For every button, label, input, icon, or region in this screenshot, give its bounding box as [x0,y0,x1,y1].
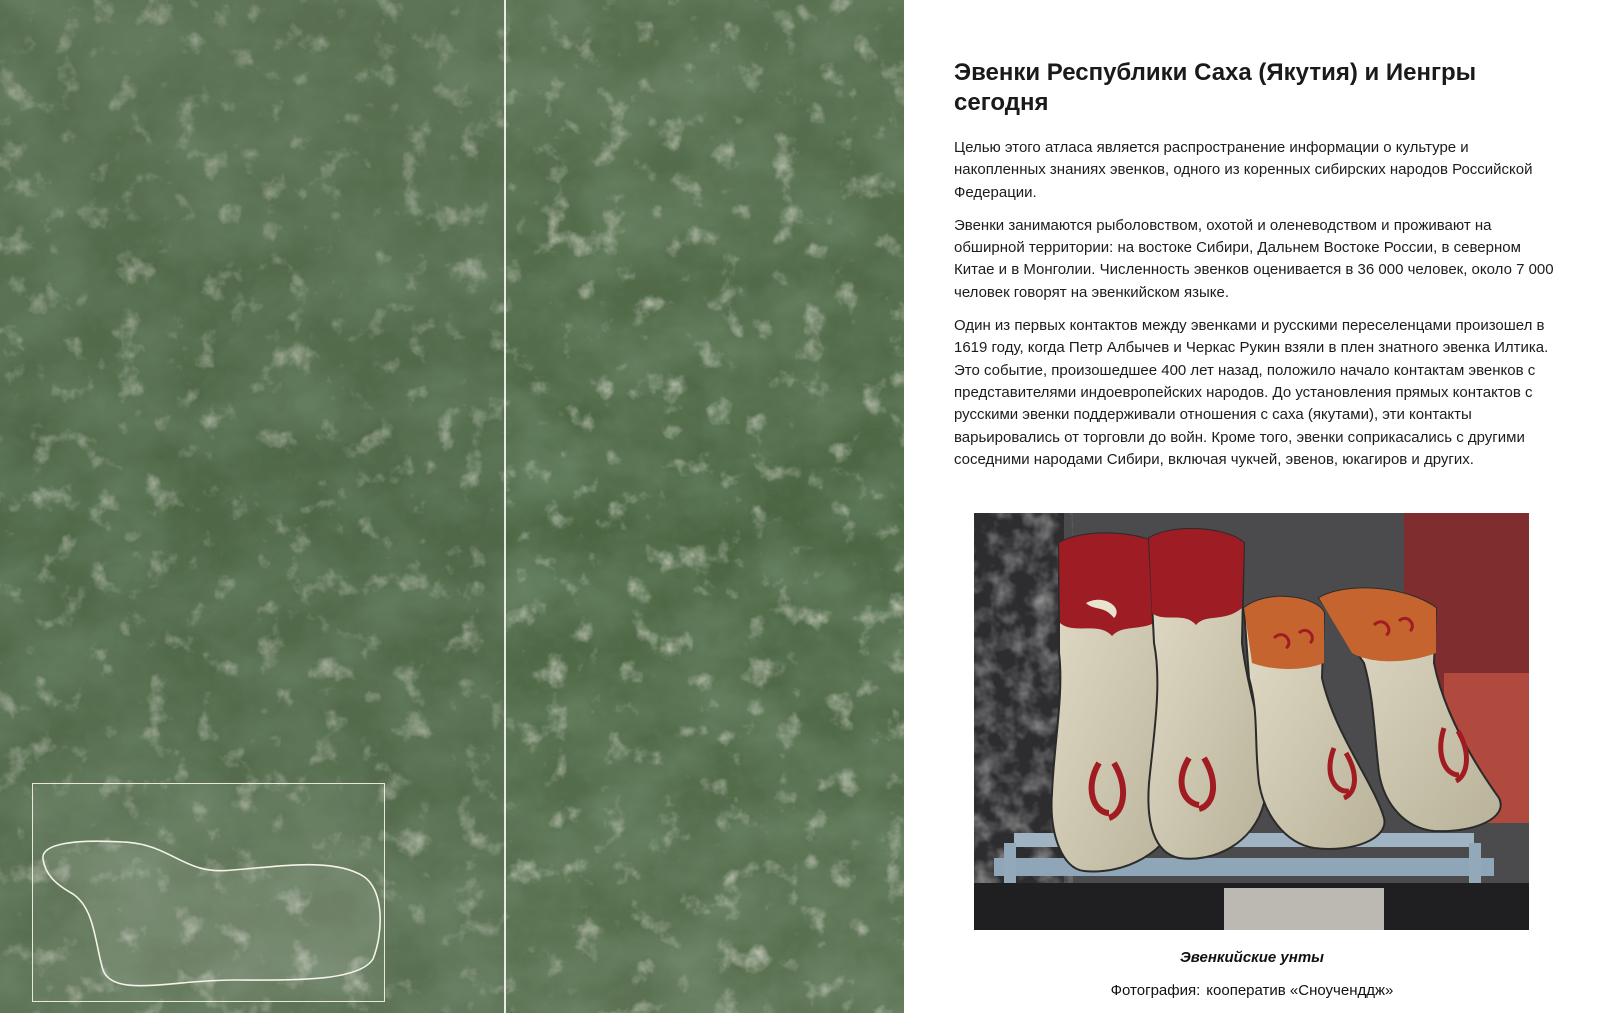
imagery-seam [504,0,506,1013]
photo-credit-value: кооператив «Сноученддж» [1206,982,1394,999]
study-area-frame[interactable] [32,783,385,1002]
story-panel [904,0,1600,1013]
evenki-boots-photo [974,513,1529,930]
story-title: Эвенки Республики Саха (Якутия) и Иенгры сегодня [954,59,1477,116]
boots-illustration [974,513,1529,930]
story-paragraph: Целью этого атласа является распространение информации о культуре и накопленных знаниях эвенков, одного из коренных сибирских народов Российской Федерации. [954,139,1533,201]
story-paragraph: Один из первых контактов между эвенками и русскими переселенцами произошел в 1619 году, когда Петр Албычев и Черкас Рукин взяли в плен знатного эвенка Илтика. Это событие, произошедшее 400 лет назад, положило начало контактам эвенков с представителями индоевропейских народов. До установления прямых контактов с русскими эвенки поддерживали отношения с саха (якутами), эти контакты варьировались от торговли до войн. Кроме того, эвенки соприкасались с другими соседними народами Сибири, включая чукчей, эвенов, юкагиров и других. [954,317,1549,468]
story-paragraph: Эвенки занимаются рыболовством, охотой и оленеводством и проживают на обширной территории: на востоке Сибири, Дальнем Востоке России, в северном Китае и в Монголии. Численность эвенков оценивается в 36 000 человек, около 7 000 человек говорят на эвенкийском языке. [954,216,1554,301]
photo-caption: Эвенкийские унты [1180,949,1324,966]
study-area-outline [33,784,386,1003]
photo-credit [904,982,1600,999]
photo-credit-label: Фотография: [1110,982,1201,999]
story-body [954,137,1554,482]
